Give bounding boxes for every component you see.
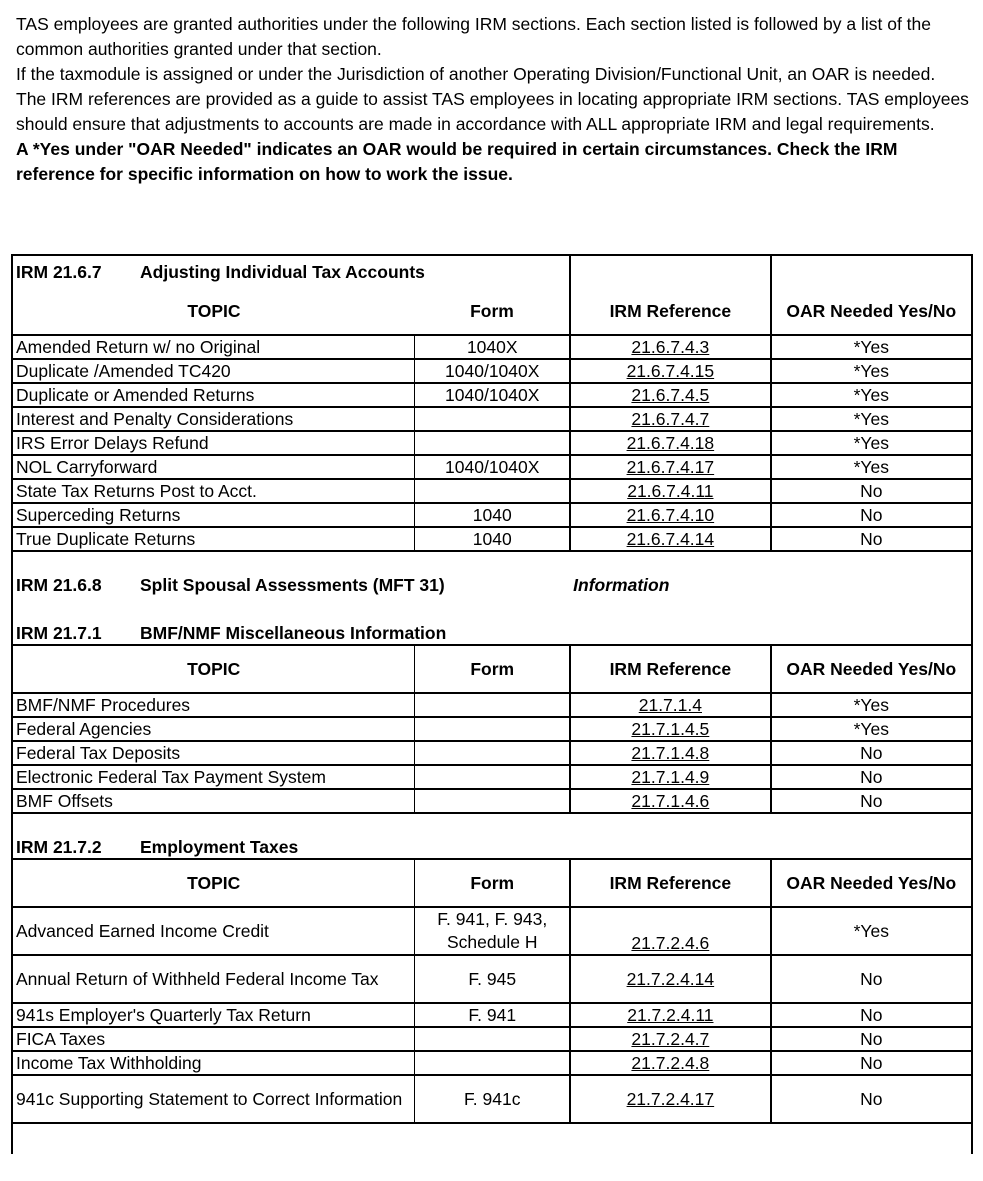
section-number: IRM 21.7.1 [16,623,102,643]
oar-cell: *Yes [771,407,971,431]
oar-cell: *Yes [771,431,971,455]
irm-reference-link[interactable]: 21.6.7.4.15 [626,361,715,381]
form-cell [415,479,570,503]
topic-cell: Annual Return of Withheld Federal Income Tax [13,955,415,1003]
section-heading [13,622,971,645]
irm-reference-link[interactable]: 21.6.7.4.14 [626,529,715,549]
intro-paragraph-1: TAS employees are granted authorities under the following IRM sections. Each section listed is followed by a list of the common authorities granted under that section. [16,14,932,59]
topic-cell: 941s Employer's Quarterly Tax Return [13,1003,415,1027]
section-number: IRM 21.7.2 [16,837,102,857]
table-row [13,359,971,383]
table-row [13,907,971,955]
topic-cell: Income Tax Withholding [13,1051,415,1075]
irm-reference-link[interactable]: 21.7.2.4.17 [626,1089,715,1109]
authorities-sheet [11,254,973,1154]
oar-cell: No [771,1027,971,1051]
topic-cell: Advanced Earned Income Credit [13,907,415,955]
col-header-oar: OAR Needed Yes/No [771,859,971,907]
topic-cell: BMF Offsets [13,789,415,813]
section-title: Adjusting Individual Tax Accounts [140,262,425,282]
form-cell: 1040X [415,335,570,359]
oar-cell: No [771,503,971,527]
irm-reference-link[interactable]: 21.7.1.4.6 [631,791,710,811]
oar-cell: *Yes [771,359,971,383]
topic-cell: True Duplicate Returns [13,527,415,551]
oar-cell: No [771,479,971,503]
table-row [13,431,971,455]
irm-reference-link[interactable]: 21.7.1.4 [638,695,702,715]
irm-reference-link[interactable]: 21.7.1.4.8 [631,743,710,763]
irm-reference-link[interactable]: 21.7.1.4.9 [631,767,710,787]
irm-reference-link[interactable]: 21.6.7.4.5 [631,385,710,405]
intro-paragraph-2: If the taxmodule is assigned or under the Jurisdiction of another Operating Division/Functional Unit, an OAR is needed. [16,64,936,84]
topic-cell: Superceding Returns [13,503,415,527]
form-cell [415,1027,570,1051]
section-number: IRM 21.6.7 [16,262,102,282]
topic-cell: 941c Supporting Statement to Correct Information [13,1075,415,1123]
column-header-row [13,288,971,335]
table-row [13,741,971,765]
col-header-form: Form [415,859,570,907]
topic-cell: Federal Agencies [13,717,415,741]
oar-cell: *Yes [771,455,971,479]
topic-cell: Electronic Federal Tax Payment System [13,765,415,789]
irm-reference-link[interactable]: 21.6.7.4.3 [631,337,710,357]
column-header-row [13,645,971,693]
form-cell: 1040/1040X [415,383,570,407]
col-header-oar: OAR Needed Yes/No [771,645,971,693]
irm-reference-link[interactable]: 21.7.2.4.7 [631,1029,710,1049]
topic-cell: FICA Taxes [13,1027,415,1051]
section-title: BMF/NMF Miscellaneous Information [140,623,447,643]
col-header-topic: TOPIC [13,645,415,693]
form-cell [415,1051,570,1075]
oar-cell: *Yes [771,693,971,717]
topic-cell: NOL Carryforward [13,455,415,479]
topic-cell: Duplicate or Amended Returns [13,383,415,407]
form-cell: 1040/1040X [415,455,570,479]
oar-cell: No [771,789,971,813]
table-row [13,407,971,431]
intro-paragraph-3: The IRM references are provided as a guide to assist TAS employees in locating appropriate IRM sections. TAS employees should ensure that adjustments to accounts are made in accordance with ALL appropriate IRM and legal requirements. [16,89,969,134]
col-header-oar: OAR Needed Yes/No [771,288,971,335]
section-heading [13,256,570,288]
col-header-irm: IRM Reference [570,859,770,907]
oar-cell: No [771,1003,971,1027]
section-title: Split Spousal Assessments (MFT 31) [140,575,445,595]
oar-cell: No [771,1051,971,1075]
oar-cell: *Yes [771,907,971,955]
topic-cell: State Tax Returns Post to Acct. [13,479,415,503]
irm-reference-link[interactable]: 21.6.7.4.17 [626,457,715,477]
table-row [13,693,971,717]
section-title-row [13,836,971,859]
table-row [13,1051,971,1075]
form-cell: F. 941, F. 943, Schedule H [415,907,570,955]
oar-cell: No [771,741,971,765]
section-heading [13,836,971,859]
table-row [13,335,971,359]
form-cell [415,717,570,741]
table-row [13,955,971,1003]
section-title: Employment Taxes [140,837,299,857]
irm-reference-link[interactable]: 21.6.7.4.11 [627,481,714,501]
section-note: Information [573,575,670,595]
table-row [13,503,971,527]
section-title-row [13,256,971,288]
oar-cell: No [771,1075,971,1123]
topic-cell: BMF/NMF Procedures [13,693,415,717]
col-header-topic: TOPIC [13,288,415,335]
form-cell: F. 941c [415,1075,570,1123]
table-row [13,455,971,479]
intro-text [16,12,971,187]
irm-reference-link[interactable]: 21.6.7.4.18 [626,433,715,453]
irm-reference-link[interactable]: 21.6.7.4.7 [631,409,710,429]
topic-cell: Duplicate /Amended TC420 [13,359,415,383]
irm-authorities-table [13,256,971,1154]
oar-cell: *Yes [771,383,971,407]
intro-note-bold: A *Yes under "OAR Needed" indicates an OAR would be required in certain circumstances. Check the IRM reference for specific information on how to work the issue. [16,139,898,184]
oar-cell: *Yes [771,335,971,359]
table-row [13,789,971,813]
col-header-topic: TOPIC [13,859,415,907]
topic-cell: Federal Tax Deposits [13,741,415,765]
topic-cell: Interest and Penalty Considerations [13,407,415,431]
table-row [13,717,971,741]
col-header-irm: IRM Reference [570,645,770,693]
table-row [13,1027,971,1051]
irm-reference-link[interactable]: 21.7.2.4.11 [627,1005,714,1025]
form-cell: 1040/1040X [415,359,570,383]
form-cell: F. 945 [415,955,570,1003]
col-header-form: Form [415,288,570,335]
table-row [13,479,971,503]
form-cell [415,789,570,813]
oar-cell: No [771,765,971,789]
form-cell [415,765,570,789]
section-title-row [13,622,971,645]
irm-reference-link[interactable]: 21.7.2.4.14 [626,969,715,989]
oar-cell: *Yes [771,717,971,741]
irm-reference-link[interactable]: 21.7.2.4.6 [631,933,710,953]
form-cell: F. 941 [415,1003,570,1027]
form-cell [415,741,570,765]
form-cell: 1040 [415,503,570,527]
col-header-irm: IRM Reference [570,288,770,335]
oar-cell: No [771,955,971,1003]
form-cell [415,431,570,455]
section-title-row [13,574,971,596]
oar-cell: No [771,527,971,551]
form-cell [415,407,570,431]
table-row [13,765,971,789]
section-number: IRM 21.6.8 [16,575,102,595]
table-row [13,383,971,407]
table-row [13,527,971,551]
table-row [13,1003,971,1027]
table-row [13,1075,971,1123]
irm-reference-link[interactable]: 21.7.1.4.5 [631,719,710,739]
topic-cell: Amended Return w/ no Original [13,335,415,359]
col-header-form: Form [415,645,570,693]
form-cell [415,693,570,717]
irm-reference-link[interactable]: 21.6.7.4.10 [626,505,715,525]
topic-cell: IRS Error Delays Refund [13,431,415,455]
column-header-row [13,859,971,907]
irm-reference-link[interactable]: 21.7.2.4.8 [631,1053,710,1073]
section-heading [13,574,570,596]
form-cell: 1040 [415,527,570,551]
